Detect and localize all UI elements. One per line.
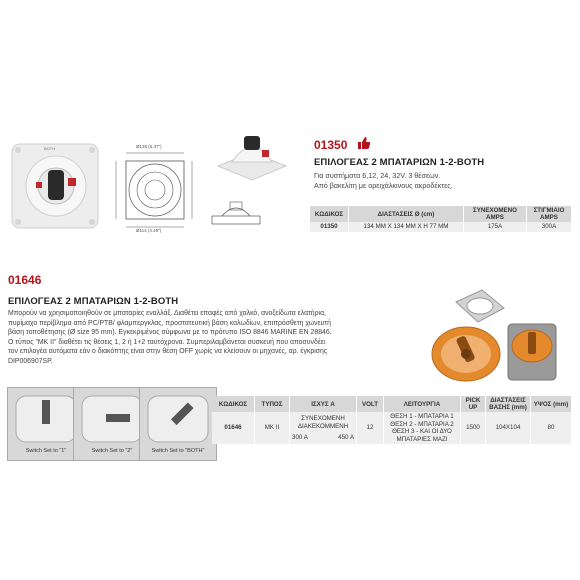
desc-line: πυρίμαχο περίβλημα από PC/PTB/ φλαμπεργκλας, προστατευτική βάση καλωδίων, επιπρόσθετη χωνευτή xyxy=(8,319,331,327)
table-header: ΚΩΔΙΚΟΣ xyxy=(212,396,255,412)
switch-position-both xyxy=(139,387,217,461)
table-header-row xyxy=(310,206,572,222)
table-header: ΥΨΟΣ (mm) xyxy=(531,396,572,412)
desc-line: τον επιλογέα αυτόματα εάν ο διακόπτης είναι στην θέση OFF χωρίς να κλείσουν οι μηχανές, αρ. έγκρισης xyxy=(8,348,328,356)
product-code-01350: 01350 xyxy=(314,138,348,152)
product-photo-01646-front xyxy=(428,322,504,382)
product-title-01350: ΕΠΙΛΟΓΕΑΣ 2 ΜΠΑΤΑΡΙΩΝ 1-2-BOTH xyxy=(314,157,485,168)
function-line: ΜΠΑΤΑΡΙΕΣ ΜΑΖΙ xyxy=(396,435,448,443)
table-header: ΛΕΙΤΟΥΡΓΙΑ xyxy=(384,396,461,412)
table-header: ΔΙΑΣΤΑΣΕΙΣ ΒΑΣΗΣ (mm) xyxy=(486,396,531,412)
thumbs-up-icon xyxy=(356,136,370,155)
table-header: VOLT xyxy=(357,396,384,412)
drawing-bottom-dimension: Ø114 (4.49") xyxy=(136,228,162,233)
desc-line: Για συστήματα 6,12, 24, 32V. 3 θέσεων. xyxy=(314,171,441,180)
power-values xyxy=(292,434,354,442)
table-cell: 1500 xyxy=(461,412,486,444)
power-label: ΣΥΝΕΧΟΜΕΝΗ ΔΙΑΚΕΚΟΜΜΕΝΗ xyxy=(297,414,349,430)
product-photo-01646-side xyxy=(502,316,562,386)
power-b: 450 A xyxy=(338,433,354,441)
table-cell: 134 MM X 134 MM X H 77 MM xyxy=(349,222,464,232)
table-row xyxy=(212,412,572,444)
table-header: ΚΩΔΙΚΟΣ xyxy=(310,206,349,222)
table-cell: 104X104 xyxy=(486,412,531,444)
spec-table-01646 xyxy=(212,396,572,444)
table-cell: 12 xyxy=(357,412,384,444)
table-header: ΙΣΧΥΣ A xyxy=(290,396,357,412)
knob-label: BOTH xyxy=(44,146,56,151)
side-drawing-01350 xyxy=(208,190,264,232)
spec-table-01350 xyxy=(310,206,572,232)
power-a: 300 A xyxy=(292,433,308,441)
function-line: ΘΕΣΗ 2 - ΜΠΑΤΑΡΙΑ 2 xyxy=(390,420,454,428)
table-cell: MK II xyxy=(255,412,290,444)
desc-line: Από βακελίτη με ορειχάλκινους ακροδέκτες. xyxy=(314,180,453,190)
desc-line: βάση τοποθέτησης (Ø size 95 mm). Εγκεκριμένος σύμφωνα με το πρότυπο ISO 8846 MARINE EN 28846. xyxy=(8,329,332,337)
product-desc-01646 xyxy=(8,309,428,367)
product-photo-01350-front xyxy=(10,140,102,232)
table-header: ΔΙΑΣΤΑΣΕΙΣ Ø (cm) xyxy=(349,206,464,222)
desc-line: Μπορούν να χρησιμοποιηθούν σε μπαταρίες εναλλάξ. Διαθέτει επαφές από χαλκό, ανοξείδωτα ελατήρια, xyxy=(8,310,326,317)
technical-drawing-01350 xyxy=(108,145,198,240)
desc-line: Ο τύπος "MK II" διαθέτει τις θέσεις 1, 2 ή 1+2 ταυτόχρονα. Συμπεριλαμβάνεται συσκευή που αποσυνδέει xyxy=(8,338,326,346)
table-header: ΤΥΠΟΣ xyxy=(255,396,290,412)
table-header-row xyxy=(212,396,572,412)
table-cell: 300A xyxy=(527,222,572,232)
switch-label: Switch Set to "BOTH" xyxy=(151,448,205,454)
table-cell: 01350 xyxy=(310,222,349,232)
drawing-top-dimension: Ø138 (5.37") xyxy=(136,144,162,149)
table-header: ΣΤΙΓΜΙΑΙΟ AMPS xyxy=(527,206,572,222)
table-cell: 175A xyxy=(464,222,527,232)
product-title-01646: ΕΠΙΛΟΓΕΑΣ 2 ΜΠΑΤΑΡΙΩΝ 1-2-BOTH xyxy=(8,296,179,307)
product-code-01646: 01646 xyxy=(8,273,42,287)
switch-label: Switch Set to "1" xyxy=(25,448,67,454)
table-cell: 01646 xyxy=(212,412,255,444)
table-header: PICK UP xyxy=(461,396,486,412)
table-cell: 80 xyxy=(531,412,572,444)
table-cell xyxy=(290,412,357,444)
function-line: ΘΕΣΗ 1 - ΜΠΑΤΑΡΙΑ 1 xyxy=(390,413,454,420)
table-row xyxy=(310,222,572,232)
table-header: ΣΥΝΕΧΟΜΕΝΟ AMPS xyxy=(464,206,527,222)
product-photo-01350-angle xyxy=(212,122,292,188)
product-desc-01350 xyxy=(314,171,564,190)
table-cell xyxy=(384,412,461,444)
switch-label: Switch Set to "2" xyxy=(91,448,133,454)
function-line: ΘΕΣΗ 3 - ΚΑΙ ΟΙ ΔΥΟ xyxy=(392,428,452,435)
desc-line: DIP006907SP. xyxy=(8,357,53,365)
